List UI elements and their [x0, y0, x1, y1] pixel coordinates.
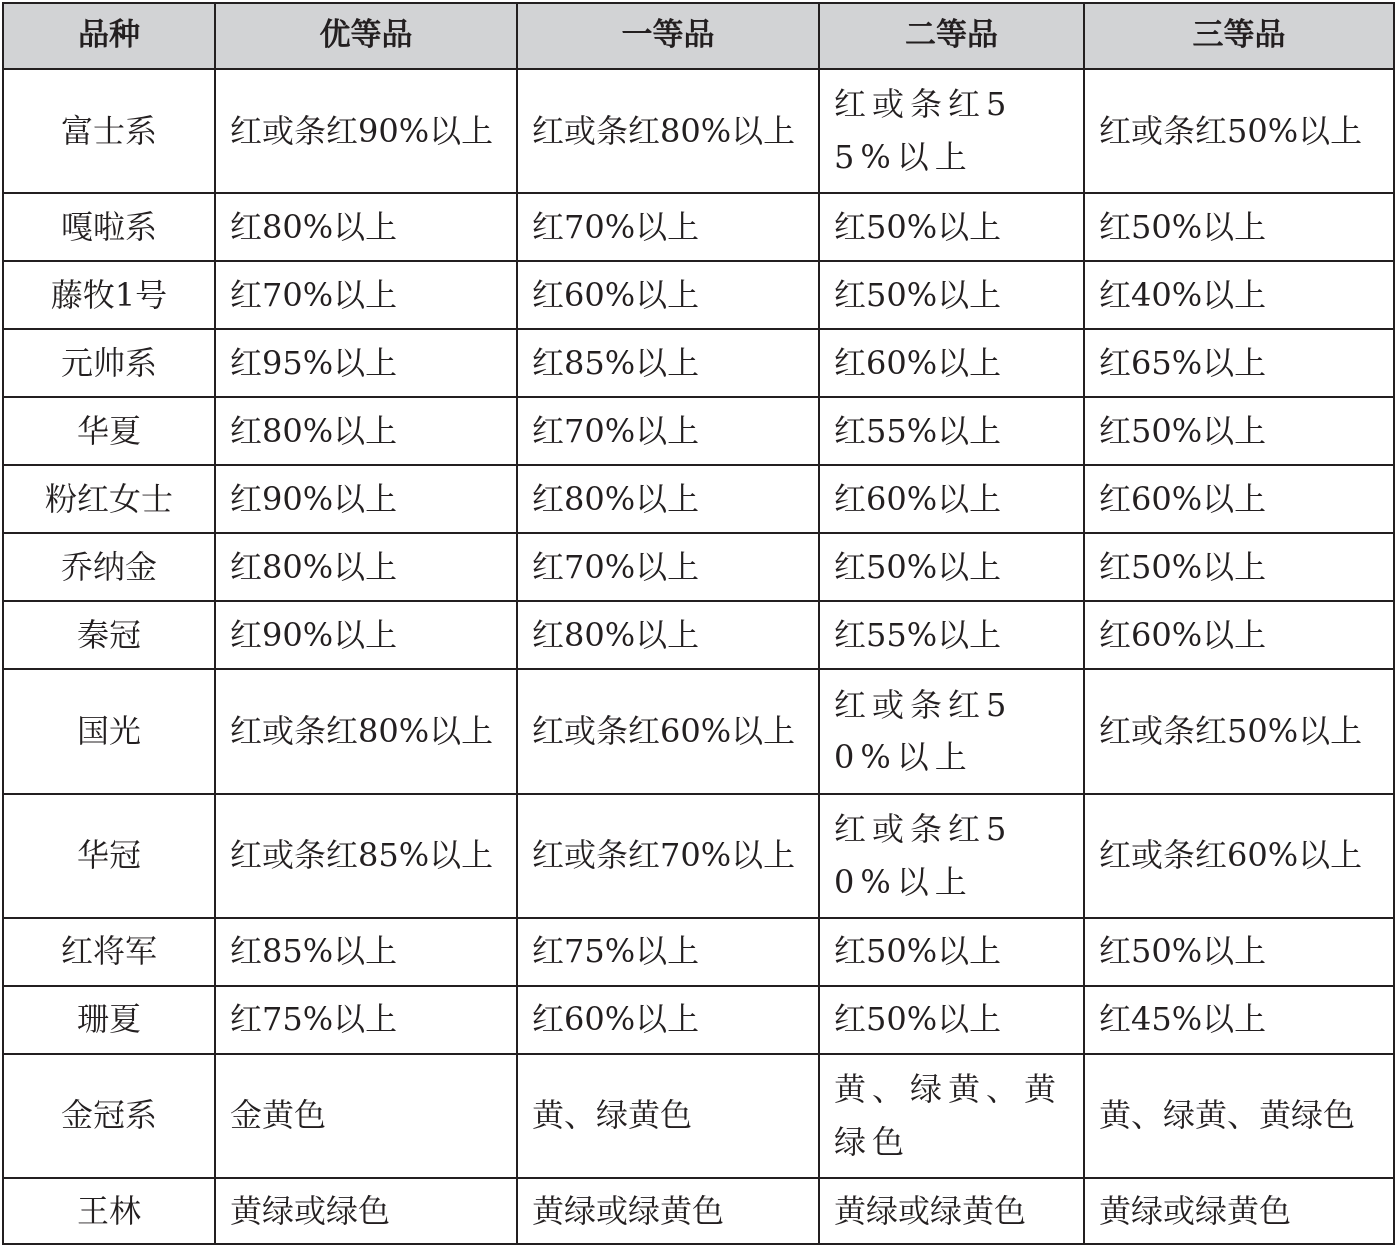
grade-cell: 红70%以上 — [517, 533, 819, 601]
grade-cell: 红60%以上 — [517, 986, 819, 1054]
grade-cell: 红或条红55%以上 — [819, 69, 1084, 193]
grade-cell: 红50%以上 — [1084, 533, 1394, 601]
grade-cell: 红85%以上 — [215, 918, 517, 986]
table-header-row — [3, 3, 1394, 69]
variety-cell: 珊夏 — [3, 986, 215, 1054]
grade-cell: 红45%以上 — [1084, 986, 1394, 1054]
grade-cell: 红60%以上 — [517, 261, 819, 329]
table-row — [3, 986, 1394, 1054]
grade-cell: 红80%以上 — [215, 193, 517, 261]
table-row — [3, 397, 1394, 465]
grade-cell: 黄绿或绿黄色 — [1084, 1178, 1394, 1244]
grade-cell: 红或条红90%以上 — [215, 69, 517, 193]
grade-cell: 红或条红60%以上 — [517, 669, 819, 793]
table-row — [3, 193, 1394, 261]
variety-cell: 华夏 — [3, 397, 215, 465]
grade-cell: 红80%以上 — [215, 397, 517, 465]
grade-cell: 红70%以上 — [517, 193, 819, 261]
grade-cell: 红50%以上 — [819, 918, 1084, 986]
grade-cell: 红50%以上 — [819, 193, 1084, 261]
grade-cell: 红或条红80%以上 — [517, 69, 819, 193]
header-premium-grade: 优等品 — [215, 3, 517, 69]
grade-cell: 黄、绿黄、黄绿色 — [819, 1054, 1084, 1178]
variety-cell: 元帅系 — [3, 329, 215, 397]
grade-cell: 红55%以上 — [819, 601, 1084, 669]
header-second-grade: 二等品 — [819, 3, 1084, 69]
grade-cell: 红60%以上 — [819, 329, 1084, 397]
grade-cell: 红或条红50%以上 — [1084, 669, 1394, 793]
table-row — [3, 1054, 1394, 1178]
grade-cell: 红50%以上 — [819, 261, 1084, 329]
grade-cell: 黄绿或绿色 — [215, 1178, 517, 1244]
variety-cell: 藤牧1号 — [3, 261, 215, 329]
variety-cell: 乔纳金 — [3, 533, 215, 601]
grade-cell: 红40%以上 — [1084, 261, 1394, 329]
table-row — [3, 329, 1394, 397]
grade-cell: 红80%以上 — [215, 533, 517, 601]
grade-cell: 红60%以上 — [1084, 465, 1394, 533]
grade-cell: 红或条红50%以上 — [819, 669, 1084, 793]
grade-cell: 黄绿或绿黄色 — [819, 1178, 1084, 1244]
grade-cell: 红95%以上 — [215, 329, 517, 397]
table-row — [3, 69, 1394, 193]
grade-cell: 红50%以上 — [1084, 397, 1394, 465]
variety-cell: 嘎啦系 — [3, 193, 215, 261]
grade-cell: 红或条红50%以上 — [819, 794, 1084, 918]
grade-cell: 红80%以上 — [517, 601, 819, 669]
variety-cell: 粉红女士 — [3, 465, 215, 533]
grade-cell: 红或条红70%以上 — [517, 794, 819, 918]
table-row — [3, 794, 1394, 918]
header-first-grade: 一等品 — [517, 3, 819, 69]
variety-cell: 富士系 — [3, 69, 215, 193]
table-row — [3, 601, 1394, 669]
grade-cell: 红或条红50%以上 — [1084, 69, 1394, 193]
grade-cell: 红75%以上 — [517, 918, 819, 986]
grade-cell: 红60%以上 — [819, 465, 1084, 533]
grade-cell: 红或条红60%以上 — [1084, 794, 1394, 918]
grade-cell: 红50%以上 — [1084, 193, 1394, 261]
grade-cell: 红55%以上 — [819, 397, 1084, 465]
table-row — [3, 261, 1394, 329]
header-variety: 品种 — [3, 3, 215, 69]
grade-cell: 红75%以上 — [215, 986, 517, 1054]
table-row — [3, 918, 1394, 986]
grade-cell: 红50%以上 — [819, 986, 1084, 1054]
grade-cell: 红65%以上 — [1084, 329, 1394, 397]
grade-cell: 黄、绿黄色 — [517, 1054, 819, 1178]
variety-cell: 华冠 — [3, 794, 215, 918]
grade-cell: 红70%以上 — [517, 397, 819, 465]
grade-cell: 红85%以上 — [517, 329, 819, 397]
table-row — [3, 465, 1394, 533]
grade-cell: 红80%以上 — [517, 465, 819, 533]
grade-cell: 红70%以上 — [215, 261, 517, 329]
header-third-grade: 三等品 — [1084, 3, 1394, 69]
variety-cell: 红将军 — [3, 918, 215, 986]
grade-cell: 红50%以上 — [1084, 918, 1394, 986]
table-row — [3, 533, 1394, 601]
grade-cell: 金黄色 — [215, 1054, 517, 1178]
grade-cell: 黄、绿黄、黄绿色 — [1084, 1054, 1394, 1178]
grade-cell: 红或条红85%以上 — [215, 794, 517, 918]
variety-cell: 秦冠 — [3, 601, 215, 669]
grade-cell: 红90%以上 — [215, 465, 517, 533]
table-row — [3, 669, 1394, 793]
variety-cell: 金冠系 — [3, 1054, 215, 1178]
grade-table-container — [2, 2, 1393, 1245]
grade-cell: 红60%以上 — [1084, 601, 1394, 669]
variety-cell: 国光 — [3, 669, 215, 793]
grade-cell: 红90%以上 — [215, 601, 517, 669]
grade-cell: 黄绿或绿黄色 — [517, 1178, 819, 1244]
grade-cell: 红50%以上 — [819, 533, 1084, 601]
grade-cell: 红或条红80%以上 — [215, 669, 517, 793]
table-row — [3, 1178, 1394, 1244]
apple-color-grade-table — [2, 2, 1395, 1245]
variety-cell: 王林 — [3, 1178, 215, 1244]
